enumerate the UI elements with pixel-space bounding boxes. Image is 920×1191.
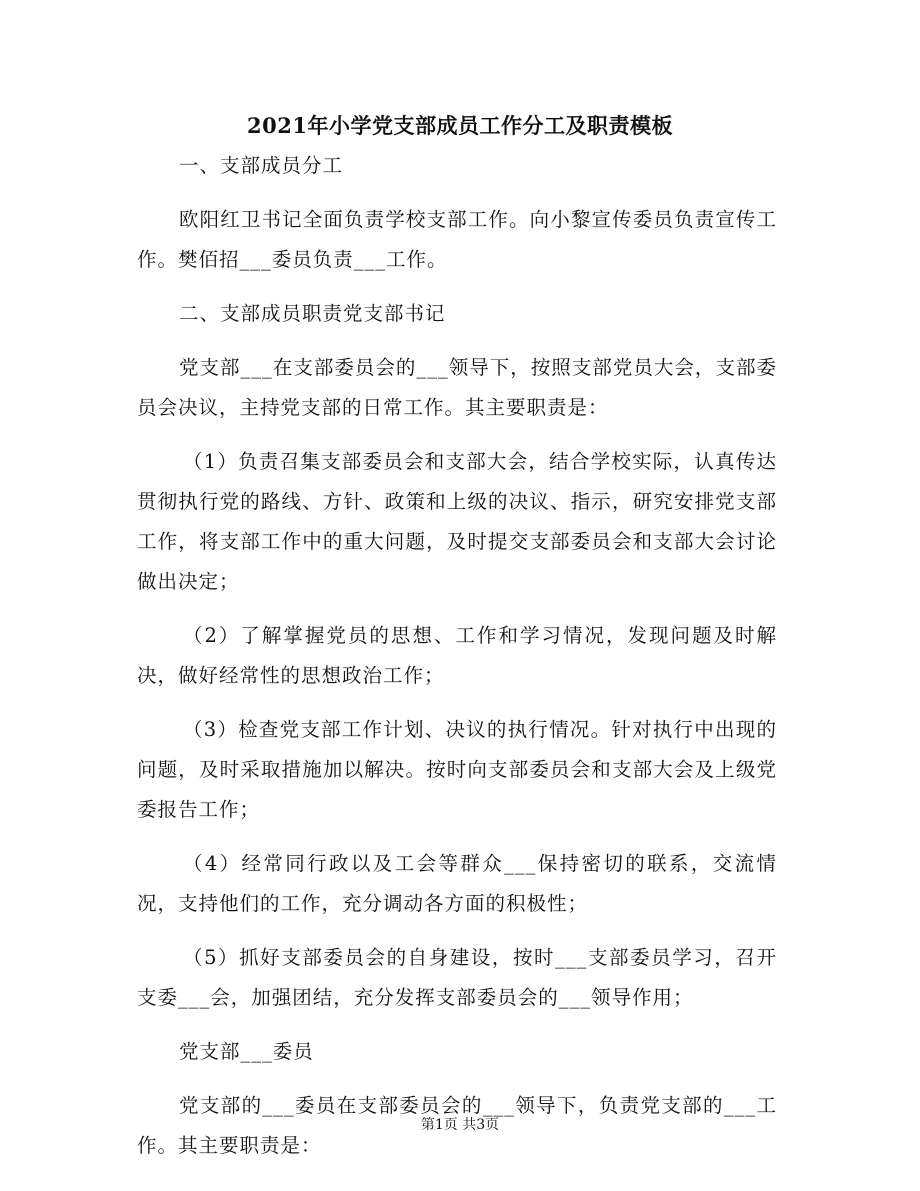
paragraph-secretary-intro: 党支部___在支部委员会的___领导下，按照支部党员大会，支部委员会决议，主持党支部的日常工作。其主要职责是：	[137, 356, 777, 419]
section-heading-division: 一、支部成员分工	[179, 154, 344, 177]
paragraph-division-details: 欧阳红卫书记全面负责学校支部工作。向小黎宣传委员负责宣传工作。樊佰招___委员负责___工作。	[137, 208, 777, 271]
document-title: 2021年小学党支部成员工作分工及职责模板	[247, 113, 673, 138]
paragraph-committee-member-intro: 党支部的___委员在支部委员会的___领导下，负责党支部的___工作。其主要职责是：	[137, 1094, 777, 1157]
duty-item-1: （1）负责召集支部委员会和支部大会，结合学校实际，认真传达贯彻执行党的路线、方针、政策和上级的决议、指示，研究安排党支部工作，将支部工作中的重大问题，及时提交支部委员会和支部大会讨论做出决定；	[137, 450, 777, 593]
document-body	[137, 146, 777, 1180]
page-number: 第1页 共3页	[420, 1117, 500, 1133]
duty-item-2: （2）了解掌握党员的思想、工作和学习情况，发现问题及时解决，做好经常性的思想政治工作；	[137, 624, 777, 687]
section-heading-duties: 二、支部成员职责党支部书记	[179, 302, 446, 325]
duty-item-5: （5）抓好支部委员会的自身建设，按时___支部委员学习，召开支委___会，加强团结，充分发挥支部委员会的___领导作用；	[137, 946, 777, 1009]
duty-item-4: （4）经常同行政以及工会等群众___保持密切的联系，交流情况，支持他们的工作，充分调动各方面的积极性；	[137, 852, 777, 915]
duty-item-3: （3）检查党支部工作计划、决议的执行情况。针对执行中出现的问题，及时采取措施加以解决。按时向支部委员会和支部大会及上级党委报告工作；	[137, 718, 777, 821]
section-heading-committee-member: 党支部___委员	[179, 1040, 314, 1063]
